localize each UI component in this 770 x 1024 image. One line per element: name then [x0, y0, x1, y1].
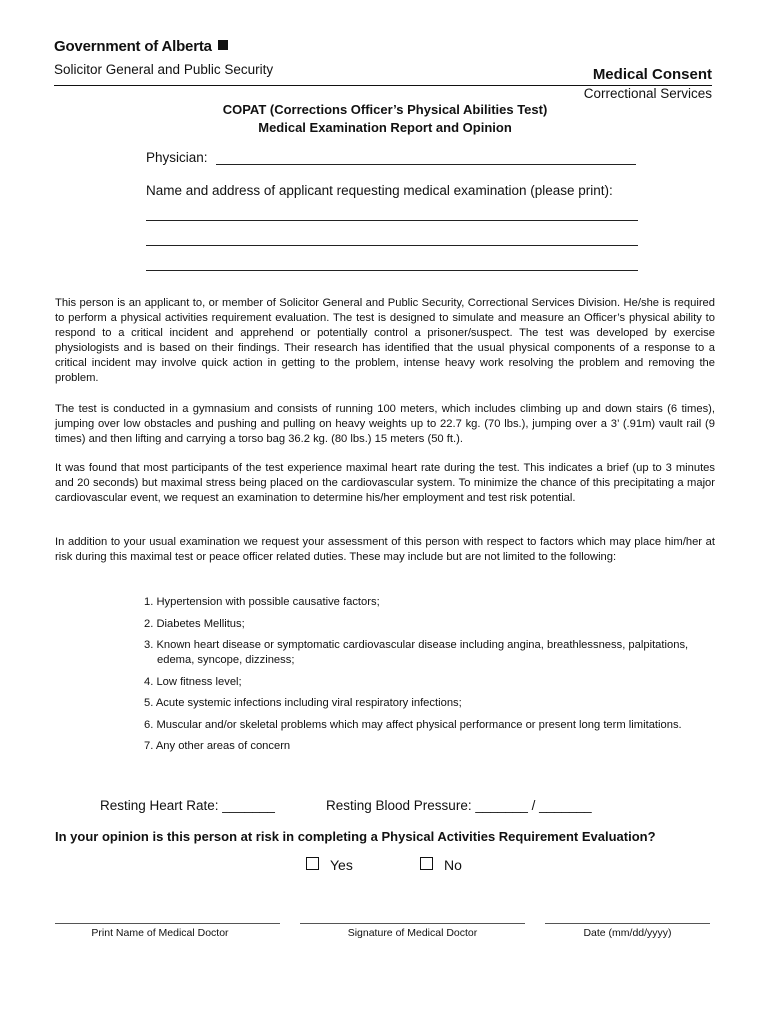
signature-line[interactable]	[300, 923, 525, 924]
list-item: 4. Low fitness level;	[144, 675, 242, 688]
list-item: 7. Any other areas of concern	[144, 740, 291, 752]
risk-factor-list	[144, 595, 704, 761]
org-text: Government of Alberta	[54, 38, 212, 55]
list-item: 6. Muscular and/or skeletal problems which may affect physical performance or present long term limitations.	[144, 718, 682, 731]
list-item: 5. Acute systemic infections including viral respiratory infections;	[144, 697, 462, 709]
date-label: Date (mm/dd/yyyy)	[583, 927, 672, 939]
physician-field[interactable]	[216, 164, 636, 165]
document-title-line2: Medical Examination Report and Opinion	[258, 120, 512, 135]
resting-heart-rate-field[interactable]: Resting Heart Rate: _______	[100, 798, 275, 813]
print-name-label: Print Name of Medical Doctor	[91, 927, 229, 939]
division-name: Correctional Services	[583, 86, 712, 101]
applicant-label: Name and address of applicant requesting medical examination (please print):	[146, 183, 613, 198]
yes-label: Yes	[330, 857, 353, 873]
list-item: 3. Known heart disease or symptomatic cardiovascular disease including angina, breathlessness, palpitations, edema, syncope, dizziness;	[144, 639, 689, 666]
date-line[interactable]	[545, 923, 710, 924]
applicant-address-line-2[interactable]	[146, 245, 638, 246]
paragraph-request: In addition to your usual examination we request your assessment of this person with respect to factors which may place him/her at risk during this maximal test or peace officer related duties. These may include but are not limited to the following:	[55, 536, 715, 563]
no-checkbox[interactable]	[420, 857, 433, 870]
signature-label: Signature of Medical Doctor	[347, 927, 478, 939]
list-item: 2. Diabetes Mellitus;	[144, 617, 245, 630]
applicant-address-line-3[interactable]	[146, 270, 638, 271]
applicant-address-line-1[interactable]	[146, 220, 638, 221]
paragraph-purpose: This person is an applicant to, or member of Solicitor General and Public Security, Correctional Services Division. He/she is required to perform a physical activities requirement evaluation. The test is designed to simulate and measure an Officer’s physical ability to respond to a critical incident and apprehend or potentially control a prisoner/suspect. The test was developed by exercise physiologists and is based on their findings. Their research has identified that the usual physical components of a response to a critical incident may involve quick action in getting to the problem, intense heavy work resolving the problem and removing the problem.	[55, 297, 715, 384]
print-name-line[interactable]	[55, 923, 280, 924]
list-item: 1. Hypertension with possible causative factors;	[144, 596, 380, 608]
yes-checkbox[interactable]	[306, 857, 319, 870]
physician-label: Physician:	[146, 150, 208, 165]
alberta-square-icon	[218, 40, 228, 50]
resting-blood-pressure-field[interactable]: Resting Blood Pressure: _______ / _______	[326, 798, 592, 813]
org-name	[54, 38, 228, 55]
risk-question: In your opinion is this person at risk in completing a Physical Activities Requirement Evaluation?	[55, 829, 656, 844]
document-title-line1: COPAT (Corrections Officer’s Physical Abilities Test)	[222, 102, 548, 117]
no-label: No	[444, 857, 462, 873]
form-title: Medical Consent	[592, 66, 712, 83]
department-name: Solicitor General and Public Security	[54, 62, 274, 77]
paragraph-cardiovascular: It was found that most participants of the test experience maximal heart rate during the test. This indicates a brief (up to 3 minutes and 20 seconds) but maximal stress being placed on the cardiovascular system. To minimize the chance of this precipitating a major cardiovascular event, we request an examination to determine his/her employment and test risk potential.	[55, 462, 715, 504]
paragraph-test-description: The test is conducted in a gymnasium and consists of running 100 meters, which includes climbing up and down stairs (6 times), jumping over low obstacles and pushing and pulling on heavy weights up to 22.7 kg. (70 lbs.), jumping over a 3’ (.91m) vault rail (9 times) and then lifting and carrying a torso bag 36.2 kg. (80 lbs.) 15 meters (50 ft.).	[55, 403, 715, 445]
